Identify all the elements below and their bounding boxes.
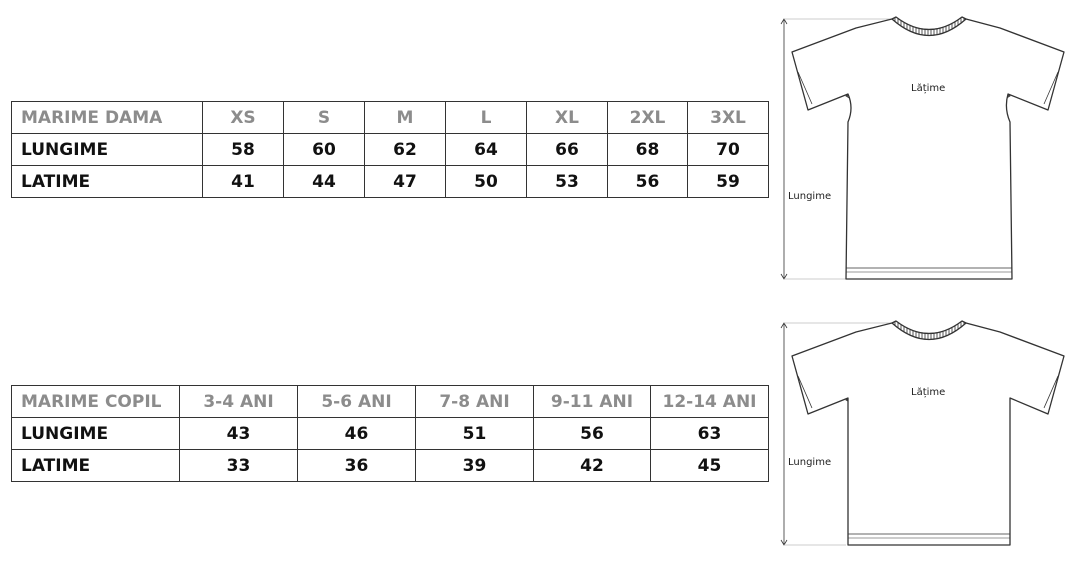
kids-size-12-14: 12-14 ANI: [651, 386, 769, 418]
women-width-label: LATIME: [12, 166, 203, 198]
kids-header-label: MARIME COPIL: [12, 386, 180, 418]
women-size-3xl: 3XL: [688, 102, 769, 134]
table-cell: 45: [651, 450, 769, 482]
kids-tshirt-diagram: [774, 316, 1074, 552]
women-size-l: L: [446, 102, 527, 134]
table-cell: 53: [527, 166, 608, 198]
kids-header-row: [12, 386, 769, 418]
women-header-label: MARIME DAMA: [12, 102, 203, 134]
women-width-label-text: Lățime: [911, 83, 946, 94]
women-size-table: [11, 101, 769, 198]
table-cell: 59: [688, 166, 769, 198]
table-cell: 56: [534, 418, 651, 450]
table-cell: 63: [651, 418, 769, 450]
women-size-2xl: 2XL: [608, 102, 688, 134]
table-cell: 58: [203, 134, 284, 166]
women-width-row: [12, 166, 769, 198]
women-tshirt-diagram: [774, 12, 1074, 284]
kids-width-label-text: Lățime: [911, 387, 946, 398]
women-size-m: M: [365, 102, 446, 134]
kids-size-5-6: 5-6 ANI: [298, 386, 416, 418]
tshirt-outline-icon: [792, 17, 1064, 279]
table-cell: 50: [446, 166, 527, 198]
women-size-xl: XL: [527, 102, 608, 134]
table-cell: 68: [608, 134, 688, 166]
women-length-label: LUNGIME: [12, 134, 203, 166]
table-cell: 66: [527, 134, 608, 166]
kids-width-row: [12, 450, 769, 482]
table-cell: 70: [688, 134, 769, 166]
table-cell: 60: [284, 134, 365, 166]
table-cell: 39: [416, 450, 534, 482]
kids-width-label: LATIME: [12, 450, 180, 482]
kids-length-row: [12, 418, 769, 450]
table-cell: 46: [298, 418, 416, 450]
kids-size-table: [11, 385, 769, 482]
kids-size-7-8: 7-8 ANI: [416, 386, 534, 418]
table-cell: 42: [534, 450, 651, 482]
table-cell: 47: [365, 166, 446, 198]
table-cell: 41: [203, 166, 284, 198]
kids-size-9-11: 9-11 ANI: [534, 386, 651, 418]
kids-length-label-text: Lungime: [788, 457, 832, 468]
table-cell: 44: [284, 166, 365, 198]
women-length-label-text: Lungime: [788, 191, 832, 202]
table-cell: 43: [180, 418, 298, 450]
table-cell: 36: [298, 450, 416, 482]
kids-length-label: LUNGIME: [12, 418, 180, 450]
table-cell: 64: [446, 134, 527, 166]
tshirt-outline-icon: [792, 321, 1064, 545]
table-cell: 33: [180, 450, 298, 482]
women-size-xs: XS: [203, 102, 284, 134]
women-size-s: S: [284, 102, 365, 134]
kids-size-3-4: 3-4 ANI: [180, 386, 298, 418]
table-cell: 56: [608, 166, 688, 198]
table-cell: 51: [416, 418, 534, 450]
women-header-row: [12, 102, 769, 134]
table-cell: 62: [365, 134, 446, 166]
women-length-row: [12, 134, 769, 166]
